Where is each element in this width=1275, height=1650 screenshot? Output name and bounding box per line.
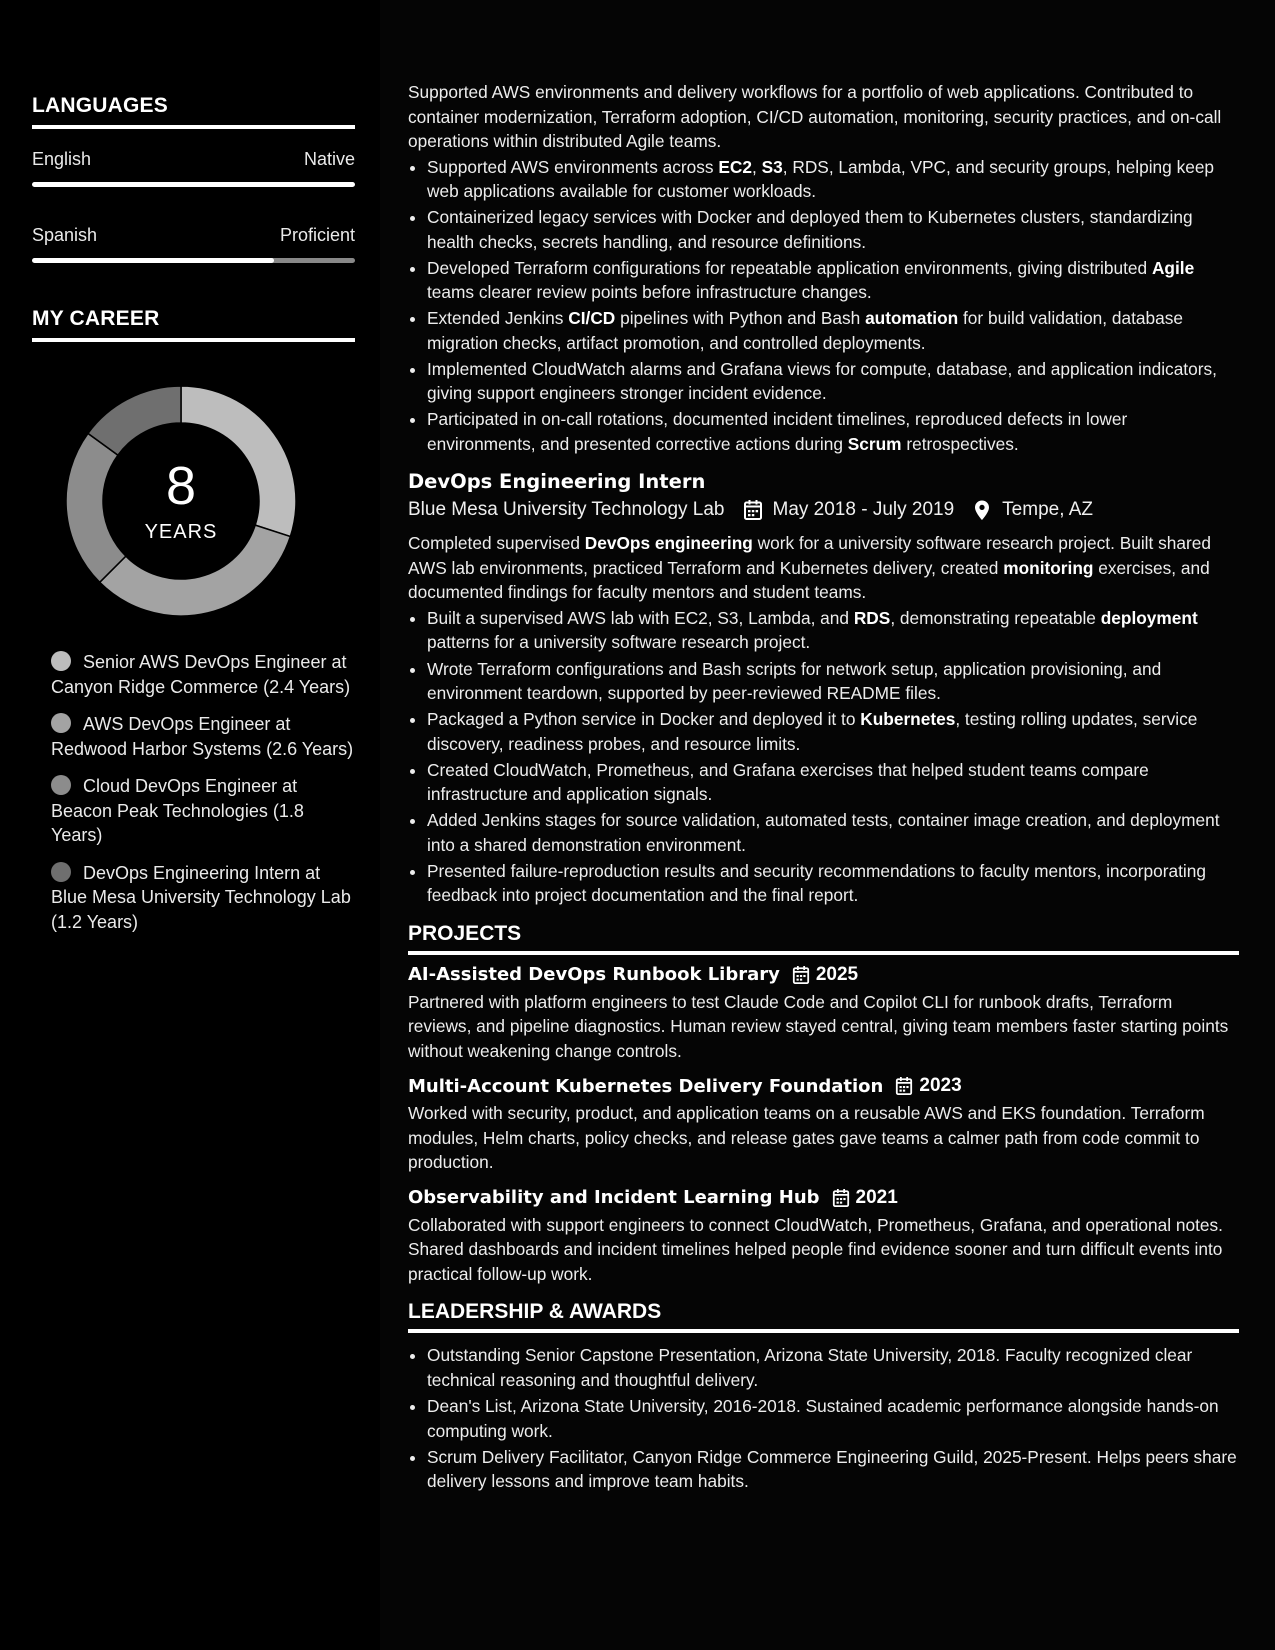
bullet-item: • Extended Jenkins CI/CD pipelines with Python and Bash automation for build validation, database migration checks, artifact promotion, and controlled deployments. [427, 306, 1239, 355]
career-total-years: 8 [165, 455, 197, 516]
emphasis-text: Scrum [847, 433, 902, 454]
calendar-icon [895, 1076, 913, 1096]
intern-role-section [408, 470, 1239, 907]
project-title: AI-Assisted DevOps Runbook Library [408, 964, 780, 986]
awards-list [408, 1343, 1239, 1493]
projects-heading: PROJECTS [408, 922, 1239, 955]
language-level: Native [303, 149, 355, 169]
award-item: • Outstanding Senior Capstone Presentation, Arizona State University, 2018. Faculty recognized clear technical reasoning and thoughtful delivery. [427, 1343, 1239, 1392]
project-item [408, 1187, 1239, 1287]
legend-dot-icon [51, 862, 71, 882]
awards-section [408, 1300, 1239, 1493]
cloud-role-section [408, 80, 1239, 456]
emphasis-text: RDS [853, 607, 891, 628]
language-level: Proficient [279, 225, 355, 245]
bullet-item: • Presented failure-reproduction results and security recommendations to faculty mentors, incorporating feedback into project documentation and the final report. [427, 859, 1239, 908]
emphasis-text: DevOps engineering [584, 533, 753, 554]
legend-dot-icon [51, 713, 71, 733]
career-donut-chart [66, 386, 296, 616]
language-name: Spanish [32, 225, 98, 245]
role-bullets [408, 606, 1239, 908]
career-legend-item [51, 712, 355, 761]
career-heading: MY CAREER [32, 307, 355, 342]
career-years-label: YEARS [144, 520, 218, 543]
languages-heading: LANGUAGES [32, 94, 355, 129]
emphasis-text: EC2 [718, 156, 752, 177]
bullet-item: • Created CloudWatch, Prometheus, and Grafana exercises that helped student teams compare infrastructure and application signals. [427, 758, 1239, 807]
languages-list [32, 149, 355, 263]
award-item: • Scrum Delivery Facilitator, Canyon Ridge Commerce Engineering Guild, 2025-Present. Helps peers share delivery lessons and improve team habits. [427, 1445, 1239, 1494]
bullet-item: • Built a supervised AWS lab with EC2, S3, Lambda, and RDS, demonstrating repeatable deployment patterns for a university software research project. [427, 606, 1239, 655]
project-item [408, 964, 1239, 1064]
career-legend-label: DevOps Engineering Intern at Blue Mesa University Technology Lab (1.2 Years) [51, 862, 351, 932]
language-proficiency-bar [32, 258, 355, 263]
career-legend-label: Senior AWS DevOps Engineer at Canyon Ridge Commerce (2.4 Years) [51, 652, 351, 697]
calendar-icon [792, 965, 810, 985]
career-legend-item [51, 650, 355, 699]
emphasis-text: Kubernetes [860, 709, 956, 730]
project-item [408, 1075, 1239, 1175]
bullet-item: • Packaged a Python service in Docker and deployed it to Kubernetes, testing rolling updates, service discovery, readiness probes, and resource limits. [427, 707, 1239, 756]
bullet-item: • Participated in on-call rotations, documented incident timelines, reproduced defects in lower environments, and presented corrective actions during Scrum retrospectives. [427, 407, 1239, 456]
projects-section [408, 922, 1239, 1287]
project-title: Multi-Account Kubernetes Delivery Foundation [408, 1075, 884, 1097]
role-summary: Supported AWS environments and delivery workflows for a portfolio of web applications. Contributed to container modernization, Terraform adoption, CI/CD automation, monitoring, security practices, and on-call operations within distributed Agile teams. [408, 82, 1222, 151]
sidebar [0, 0, 380, 1650]
language-name: English [32, 149, 92, 169]
role-summary: Completed supervised DevOps engineering work for a university software research project. Built shared AWS lab environments, practiced Terraform and Kubernetes delivery, created monitoring exercises, and documented findings for faculty mentors and student teams. [408, 533, 1211, 603]
legend-dot-icon [51, 775, 71, 795]
bullet-item: • Added Jenkins stages for source validation, automated tests, container image creation, and deployment into a shared demonstration environment. [427, 808, 1239, 857]
emphasis-text: CI/CD [568, 308, 616, 329]
bullet-item: • Developed Terraform configurations for repeatable application environments, giving distributed Agile teams clearer review points before infrastructure changes. [427, 256, 1239, 305]
role-bullets [408, 155, 1239, 457]
language-item [32, 225, 355, 263]
bullet-item: • Wrote Terraform configurations and Bash scripts for network setup, application provisioning, and environment teardown, supported by peer-reviewed README files. [427, 657, 1239, 706]
language-item [32, 149, 355, 187]
role-dates: May 2018 - July 2019 [772, 499, 955, 521]
calendar-icon [832, 1188, 850, 1208]
award-item: • Dean's List, Arizona State University, 2016-2018. Sustained academic performance alongside hands-on computing work. [427, 1394, 1239, 1443]
main-content [380, 0, 1275, 1650]
awards-heading: LEADERSHIP & AWARDS [408, 1300, 1239, 1333]
career-legend-item [51, 774, 355, 848]
project-description: Collaborated with support engineers to connect CloudWatch, Prometheus, Grafana, and operational notes. Shared dashboards and incident timelines helped people find evidence sooner and turn difficult events into practical follow-up work. [408, 1214, 1223, 1284]
project-title: Observability and Incident Learning Hub [408, 1187, 820, 1209]
role-meta [408, 499, 1239, 521]
emphasis-text: automation [865, 308, 959, 329]
career-legend-label: AWS DevOps Engineer at Redwood Harbor Systems (2.6 Years) [51, 714, 354, 759]
bullet-item: • Containerized legacy services with Docker and deployed them to Kubernetes clusters, standardizing health checks, secrets handling, and resource definitions. [427, 205, 1239, 254]
project-description: Partnered with platform engineers to test Claude Code and Copilot CLI for runbook drafts, Terraform reviews, and pipeline diagnostics. Human review stayed central, giving team members faster starting points without weakening change controls. [408, 991, 1229, 1061]
project-year: 2023 [919, 1075, 962, 1097]
emphasis-text: Agile [1151, 257, 1195, 278]
role-company: Blue Mesa University Technology Lab [408, 499, 725, 521]
legend-dot-icon [51, 651, 71, 671]
bullet-item: • Implemented CloudWatch alarms and Grafana views for compute, database, and application indicators, giving support engineers stronger incident evidence. [427, 357, 1239, 406]
bullet-item: • Supported AWS environments across EC2, S3, RDS, Lambda, VPC, and security groups, helping keep web applications available for customer workloads. [427, 155, 1239, 204]
emphasis-text: S3 [761, 156, 783, 177]
career-legend-item [51, 861, 355, 935]
emphasis-text: monitoring [1003, 557, 1094, 578]
career-legend-label: Cloud DevOps Engineer at Beacon Peak Technologies (1.8 Years) [51, 776, 304, 845]
career-legend [51, 650, 355, 934]
role-location: Tempe, AZ [1002, 499, 1093, 521]
project-year: 2021 [855, 1186, 898, 1208]
location-pin-icon [972, 499, 992, 521]
project-year: 2025 [815, 963, 859, 985]
language-proficiency-fill [32, 182, 355, 187]
calendar-icon [743, 499, 763, 521]
project-description: Worked with security, product, and application teams on a reusable AWS and EKS foundation. Terraform modules, Helm charts, policy checks, and release gates gave teams a calmer path from code commit to production. [408, 1103, 1205, 1173]
language-proficiency-bar [32, 182, 355, 187]
emphasis-text: deployment [1100, 607, 1198, 628]
role-title: DevOps Engineering Intern [408, 470, 706, 494]
language-proficiency-fill [32, 258, 274, 263]
